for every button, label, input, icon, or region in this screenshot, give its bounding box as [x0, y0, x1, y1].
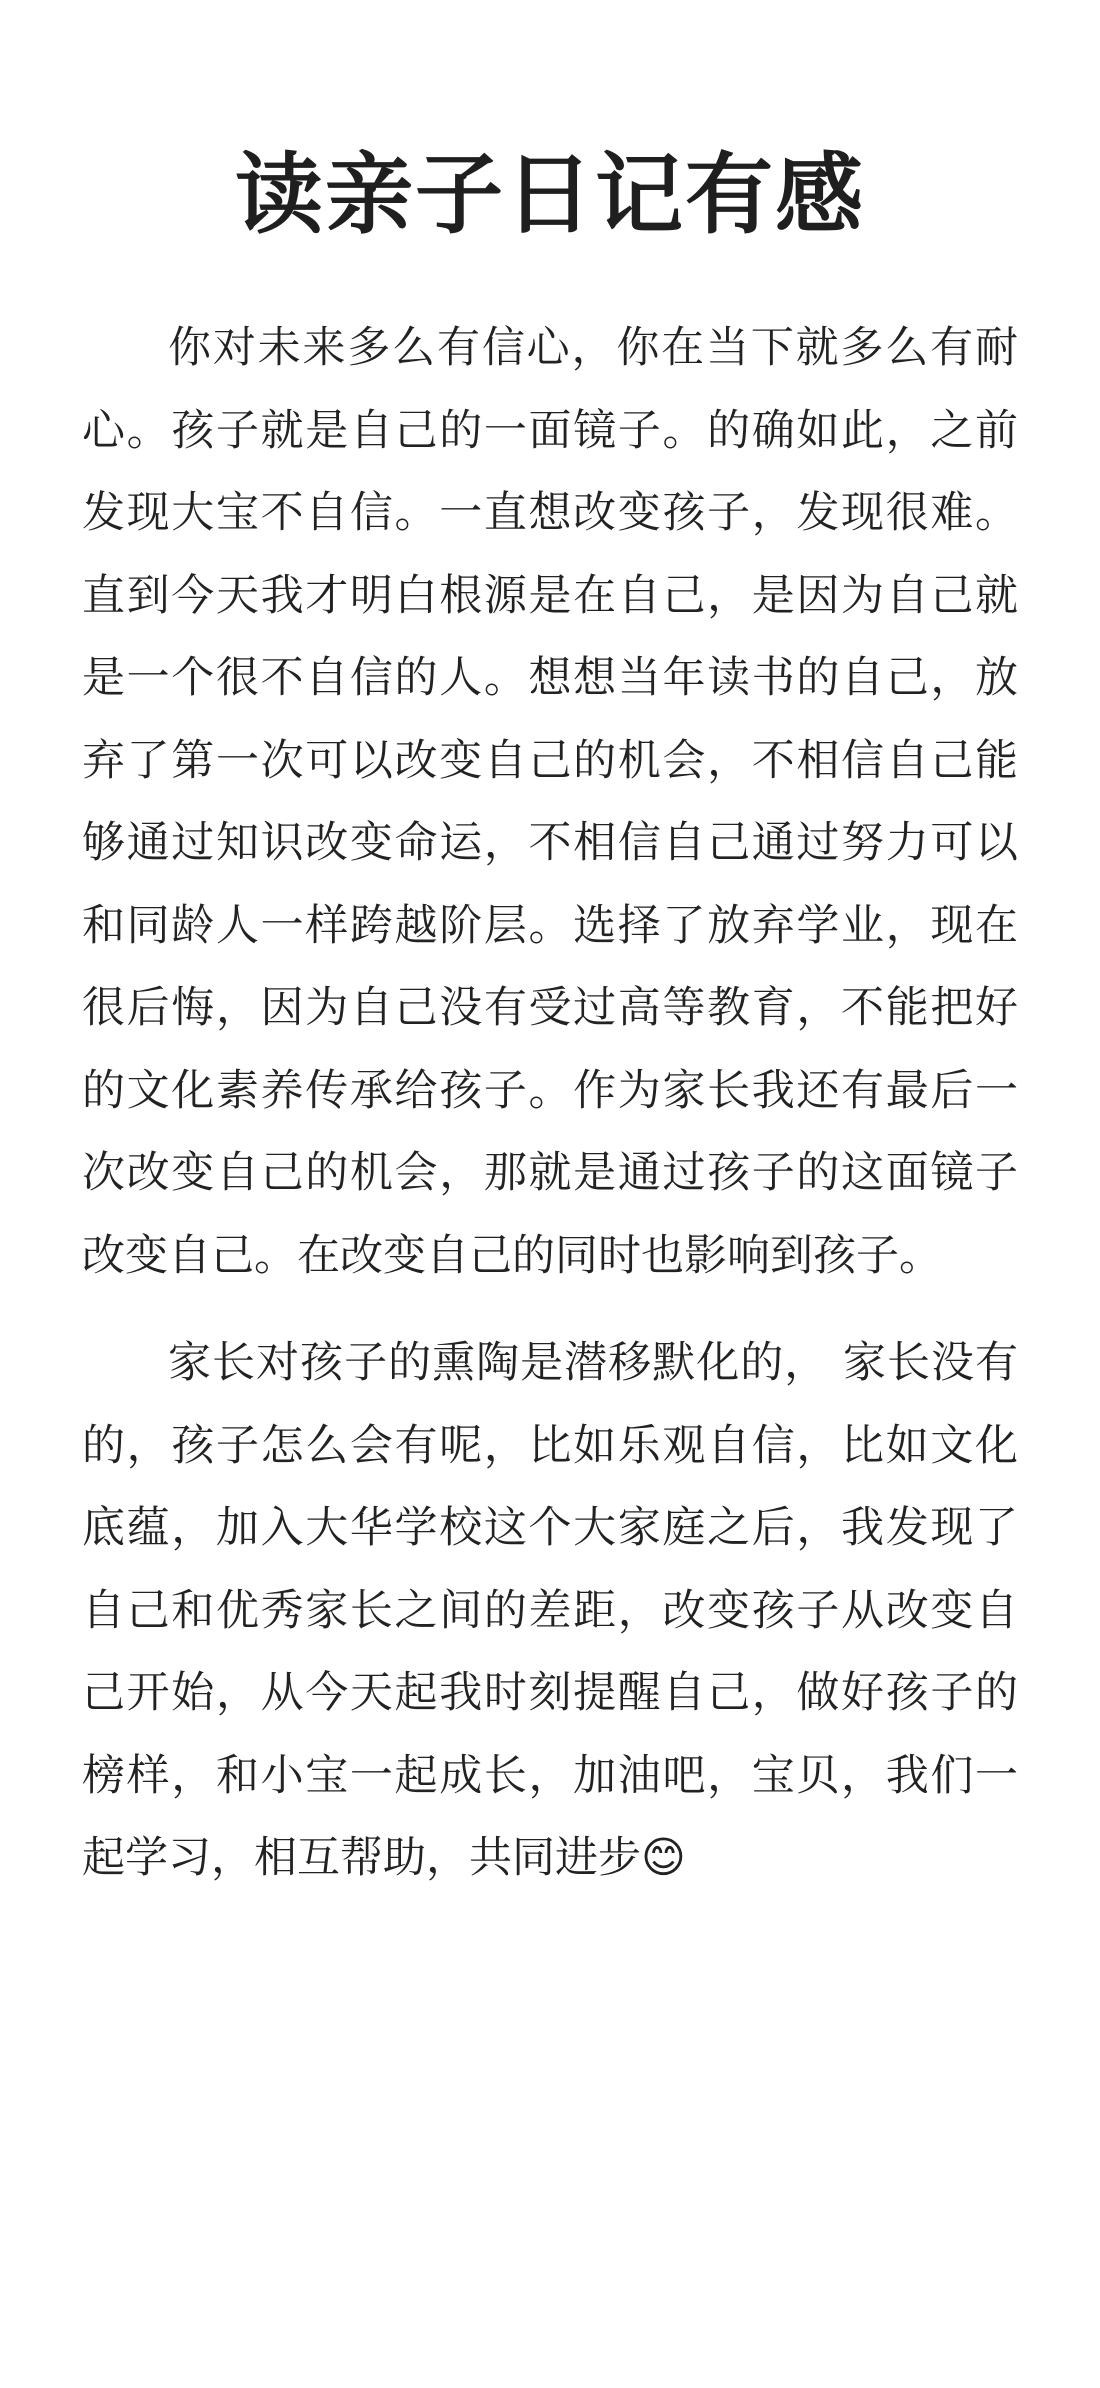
article-paragraph-2: 家长对孩子的熏陶是潜移默化的， 家长没有的，孩子怎么会有呢，比如乐观自信，比如文化底蕴，加入大华学校这个大家庭之后，我发现了自己和优秀家长之间的差距，改变孩子从改变自己开始，从今天起我时刻提醒自己，做好孩子的榜样，和小宝一起成长，加油吧，宝贝，我们一起学习，相互帮助，共同进步😊 — [82, 1338, 1018, 1883]
article-title: 读亲子日记有感 — [234, 143, 865, 246]
article-paragraph-1: 你对未来多么有信心，你在当下就多么有耐心。孩子就是自己的一面镜子。的确如此，之前发现大宝不自信。一直想改变孩子，发现很难。直到今天我才明白根源是在自己，是因为自己就是一个很不自信的人。想想当年读书的自己，放弃了第一次可以改变自己的机会，不相信自己能够通过知识改变命运，不相信自己通过努力可以和同龄人一样跨越阶层。选择了放弃学业，现在很后悔，因为自己没有受过高等教育，不能把好的文化素养传承给孩子。作为家长我还有最后一次改变自己的机会，那就是通过孩子的这面镜子改变自己。在改变自己的同时也影响到孩子。 — [82, 323, 1018, 1281]
